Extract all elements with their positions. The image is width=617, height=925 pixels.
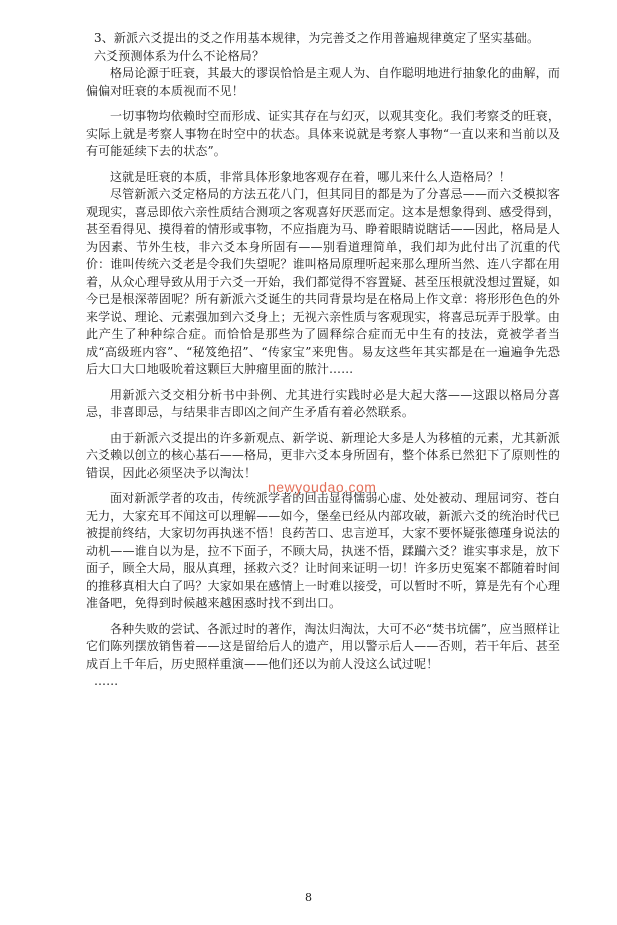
section-heading-3: 3、新派六爻提出的爻之作用基本规律，为完善爻之作用普遍规律奠定了坚实基础。 — [94, 31, 540, 45]
paragraph-essence-of-strength: 这就是旺衰的本质，非常具体形象地客观存在着，哪儿来什么人造格局？！ — [110, 169, 511, 184]
paragraph-must-eliminate: 由于新派六爻提出的许多新观点、新学说、新理论大多是人为移植的元素，尤其新派六爻赖以创立的核心基石——格局，更非六爻本身所固有，整个体系已然犯下了原则性的错误，因此必须坚决予以淘汰！ — [86, 430, 560, 480]
closing-ellipsis: …… — [94, 674, 119, 688]
watermark-text: newyoudao.com — [268, 479, 377, 495]
paragraph-practice-volatility: 用新派六爻交相分析书中卦例、尤其进行实践时必是大起大落——这跟以格局分喜忌，非喜即忌，与结果非吉即凶之间产生矛盾有着必然联系。 — [86, 387, 560, 419]
paragraph-traditional-school: 面对新派学者的攻击，传统派学者的回击显得懦弱心虚、处处被动、理屈词穷、苍白无力，大家充耳不闻这可以理解——如今，堡垒已经从内部攻破，新派六爻的统治时代已被提前终结，大家切勿再执迷不悟！良药苦口、忠言逆耳，大家不要怀疑张德瑾身说法的动机——谁自以为是，拉不下面子，不顾大局，执迷不悟，蹂躏六爻？谁实事求是，放下面子，顾全大局，服从真理，拯救六爻？让时间来证明一切！许多历史冤案不都随着时间的推移真相大白了吗？大家如果在感情上一时难以接受，可以暂时不听，算是先有个心理准备吧，免得到时候越来越困惑时找不到出口。 — [86, 491, 560, 610]
page-body — [86, 30, 560, 691]
paragraph-new-school-methods: 尽管新派六爻定格局的方法五花八门，但其同目的都是为了分喜忌——而六爻模拟客观现实，喜忌即依六亲性质结合测项之客观喜好厌恶而定。这本是想象得到、感受得到，甚至看得见、摸得着的情形或事物，不应指鹿为马、睁着眼睛说瞎话——因此，格局是人为因素、节外生枝，非六爻本身所固有——别看道理简单，我们却为此付出了沉重的代价：谁叫传统六爻老是令我们失望呢？谁叫格局原理听起来那么理所当然、连八字都在用着，从众心理导致从用于六爻一开始，我们都觉得不容置疑、甚至压根就没想过置疑，如今已是根深蒂固呢？所有新派六爻诞生的共同背景均是在格局上作文章：将形形色色的外来学说、理论、元素强加到六爻身上；无视六亲性质与客观现实，将喜忌玩弄于股掌。由此产生了种种综合症。而恰恰是那些为了圆释综合症而无中生有的技法，竟被学者当成“高级班内容”、“秘笈绝招”、“传家宝”来兜售。易友这些年其实都是在一遍遍争先恐后大口大口地吸吮着这颗巨大肿瘤里面的脓汁…… — [86, 187, 560, 376]
page-number: 8 — [305, 891, 312, 904]
paragraph-time-space: 一切事物均依赖时空而形成、证实其存在与幻灭，以观其变化。我们考察爻的旺衰，实际上就是考察人事物在时空中的状态。具体来说就是考察人事物“一直以来和当前以及有可能延续下去的状态”。 — [86, 109, 560, 158]
paragraph-origin-of-pattern-theory: 格局论源于旺衰，其最大的谬误恰恰是主观人为、自作聪明地进行抽象化的曲解，而偏偏对旺衰的本质视而不见！ — [86, 66, 560, 98]
question-heading: 六爻预测体系为什么不论格局？ — [94, 48, 265, 63]
paragraph-failed-attempts: 各种失败的尝试、各派过时的著作，淘汰归淘汰，大可不必“焚书坑儒”，应当照样让它们陈列摆放销售着——这是留给后人的遗产，用以警示后人——否则，若干年后、甚至成百上千年后，历史照样重演——他们还以为前人没这么试过呢！ — [86, 621, 560, 671]
